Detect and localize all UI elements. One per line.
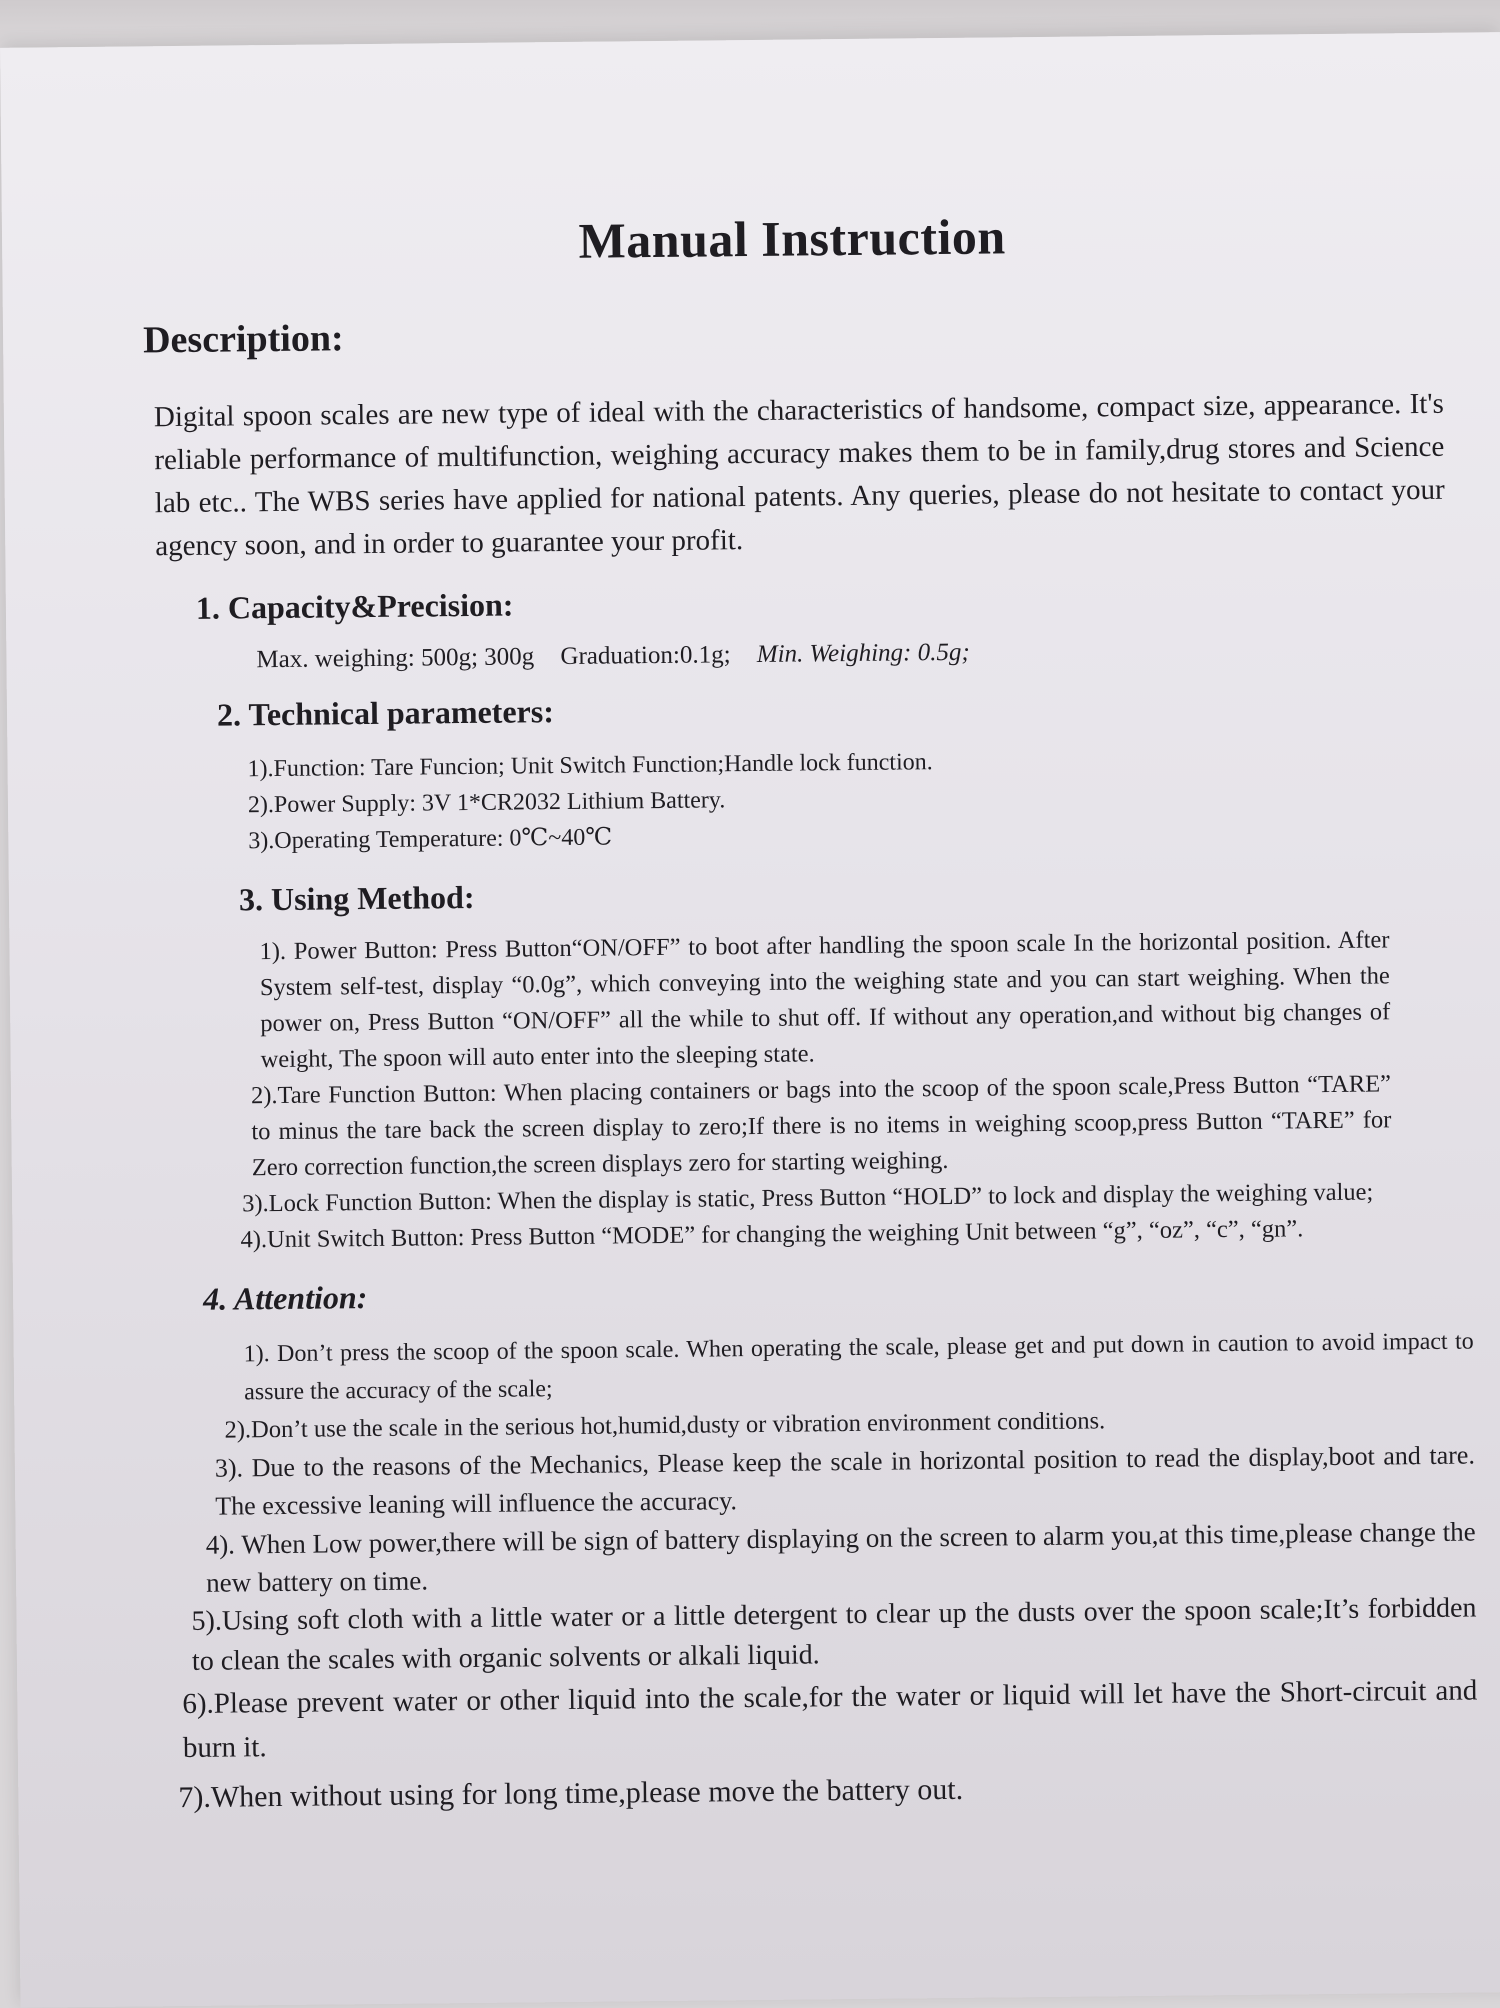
- graduation: Graduation:0.1g;: [560, 641, 731, 671]
- list-item: 2).Power Supply: 3V 1*CR2032 Lithium Battery.: [247, 787, 726, 819]
- manual-content: [141, 163, 1478, 1821]
- manual-title: Manual Instruction: [578, 208, 1006, 269]
- description-text: Digital spoon scales are new type of ideal with the characteristics of handsome, compact size, appearance. It's reliable performance of multifunction, weighing accuracy makes them to be in family,drug stores and Science lab etc.. The WBS series have applied for national patents. Any queries, please do not hesitate to contact your agency soon, and in order to guarantee your profit.: [153, 387, 1445, 563]
- list-item: 4).Unit Switch Button: Press Button “MODE” for changing the weighing Unit between “g”, “oz”, “c”, “gn”.: [240, 1215, 1304, 1254]
- list-item: 7).When without using for long time,please move the battery out.: [178, 1772, 964, 1815]
- list-item: 2).Don’t use the scale in the serious hot,humid,dusty or vibration environment conditions.: [224, 1407, 1106, 1444]
- using-method-list: [240, 922, 1392, 1258]
- list-item: 1). Power Button: Press Button“ON/OFF” to boot after handling the spoon scale In the horizontal position. After System self-test, display “0.0g”, which conveying into the weighing state and you can start weighing. When the power on, Press Button “ON/OFF” all the while to shut off. If without any operation,and without big changes of weight, The spoon will auto enter into the sleeping state.: [259, 926, 1391, 1074]
- list-item: 5).Using soft cloth with a little water or a little detergent to clear up the dusts over the spoon scale;It’s forbidden to clean the scales with organic solvents or alkali liquid.: [191, 1592, 1477, 1677]
- capacity-title: 1. Capacity&Precision:: [195, 586, 514, 626]
- list-item: 4). When Low power,there will be sign of battery displaying on the screen to alarm you,at this time,please change the new battery on time.: [205, 1516, 1476, 1598]
- attention-list: [178, 1322, 1479, 1819]
- technical-title: 2. Technical parameters:: [216, 693, 555, 733]
- list-item: 1). Don’t press the scoop of the spoon scale. When operating the scale, please get and put down in caution to avoid impact to assure the accuracy of the scale;: [243, 1328, 1474, 1406]
- list-item: 3).Lock Function Button: When the display is static, Press Button “HOLD” to lock and display the weighing value;: [242, 1178, 1374, 1218]
- using-method-title: 3. Using Method:: [238, 878, 475, 918]
- description-heading: Description:: [142, 317, 344, 362]
- list-item: 2).Tare Function Button: When placing containers or bags into the scoop of the spoon scale,Press Button “TARE” to minus the tare back the screen display to zero;If there is no items in weighing scoop,press Button “TARE” for Zero correction function,the screen displays zero for starting weighing.: [250, 1070, 1392, 1182]
- attention-title: 4. Attention:: [202, 1279, 368, 1317]
- list-item: 6).Please prevent water or other liquid into the scale,for the water or liquid will let have the Short-circuit and burn it.: [182, 1674, 1478, 1765]
- max-weighing: Max. weighing: 500g; 300g: [256, 643, 535, 674]
- list-item: 3). Due to the reasons of the Mechanics, Please keep the scale in horizontal position to read the display,boot and tare. The excessive leaning will influence the accuracy.: [214, 1440, 1476, 1521]
- list-item: 1).Function: Tare Funcion; Unit Switch Function;Handle lock function.: [247, 749, 933, 783]
- technical-list: [247, 739, 1448, 860]
- min-weighing: Min. Weighing: 0.5g;: [756, 638, 970, 668]
- capacity-line: [256, 634, 1446, 674]
- paper-sheet: [0, 32, 1500, 2008]
- list-item: 3).Operating Temperature: 0℃~40℃: [248, 824, 613, 855]
